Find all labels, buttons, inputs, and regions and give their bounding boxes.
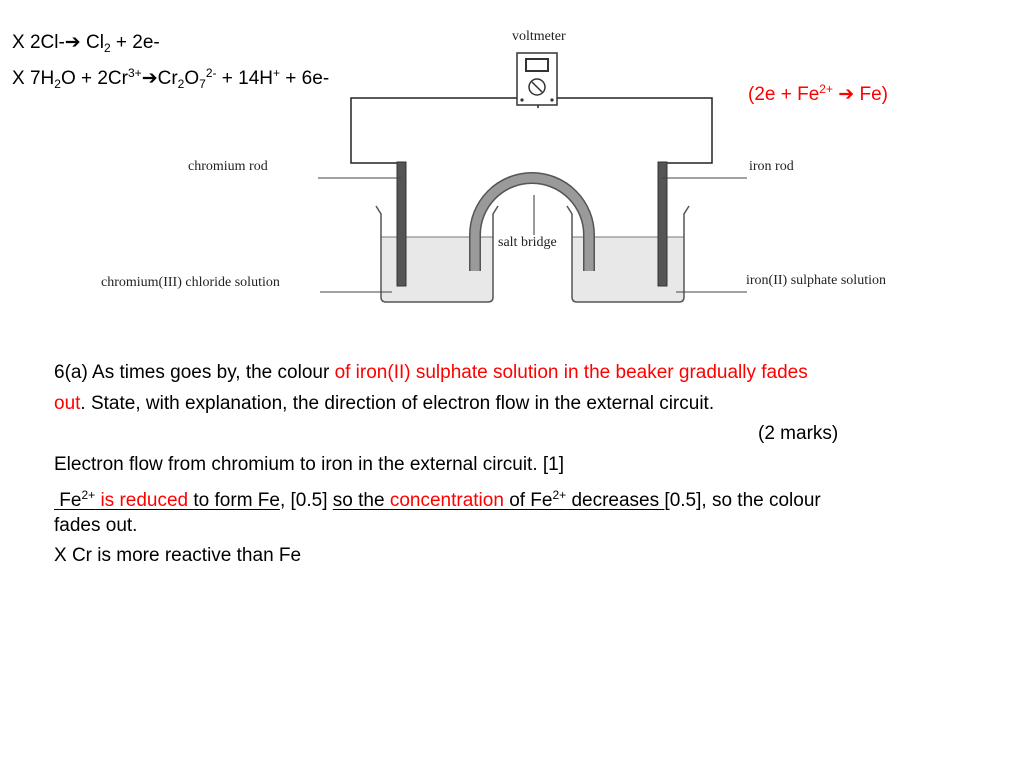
right-wire bbox=[555, 98, 712, 163]
iron-rod-label: iron rod bbox=[749, 159, 794, 174]
oxidation-equation-chromium: X $7H_2O$ + $2Cr^{3+}➔Cr_2O_7^{2-} + 14H^+ + 6e-$ bbox=[12, 66, 330, 91]
answer-line-1: Electron flow from chromium to iron in the external circuit. [1] bbox=[54, 454, 565, 475]
answer-line-2: $Fe^{2+}$ is reduced to form Fe, [0.5] so the concentration of $Fe^{2+}$ decreases [0.5], so the colour bbox=[59, 488, 821, 511]
answer-line-4: X Cr is more reactive than Fe bbox=[54, 545, 302, 566]
iron-solution-label: iron(II) sulphate solution bbox=[746, 273, 886, 288]
answer-line-3: fades out. bbox=[54, 515, 138, 536]
chromium-rod bbox=[397, 162, 406, 286]
question-line-2: out. State, with explanation, the direction of electron flow in the external circuit. bbox=[54, 393, 715, 414]
chromium-rod-label: chromium rod bbox=[188, 159, 268, 174]
iron-rod bbox=[658, 162, 667, 286]
voltmeter-icon bbox=[517, 53, 557, 105]
reduction-equation-iron: ($2e + Fe^{2+}$ ➔ Fe) bbox=[748, 82, 888, 105]
question-line-1: 6(a) As times goes by, the colour of iron(II) sulphate solution in the beaker gradually fades bbox=[54, 362, 808, 383]
left-wire bbox=[351, 98, 538, 163]
salt-bridge-label: salt bridge bbox=[498, 235, 557, 250]
oxidation-equation-chloride: X 2Cl-➔ $Cl_2 + 2e-$ bbox=[12, 32, 160, 55]
marks-label: (2 marks) bbox=[758, 423, 839, 444]
chromium-solution-label: chromium(III) chloride solution bbox=[101, 275, 280, 290]
voltmeter-label: voltmeter bbox=[512, 29, 566, 44]
